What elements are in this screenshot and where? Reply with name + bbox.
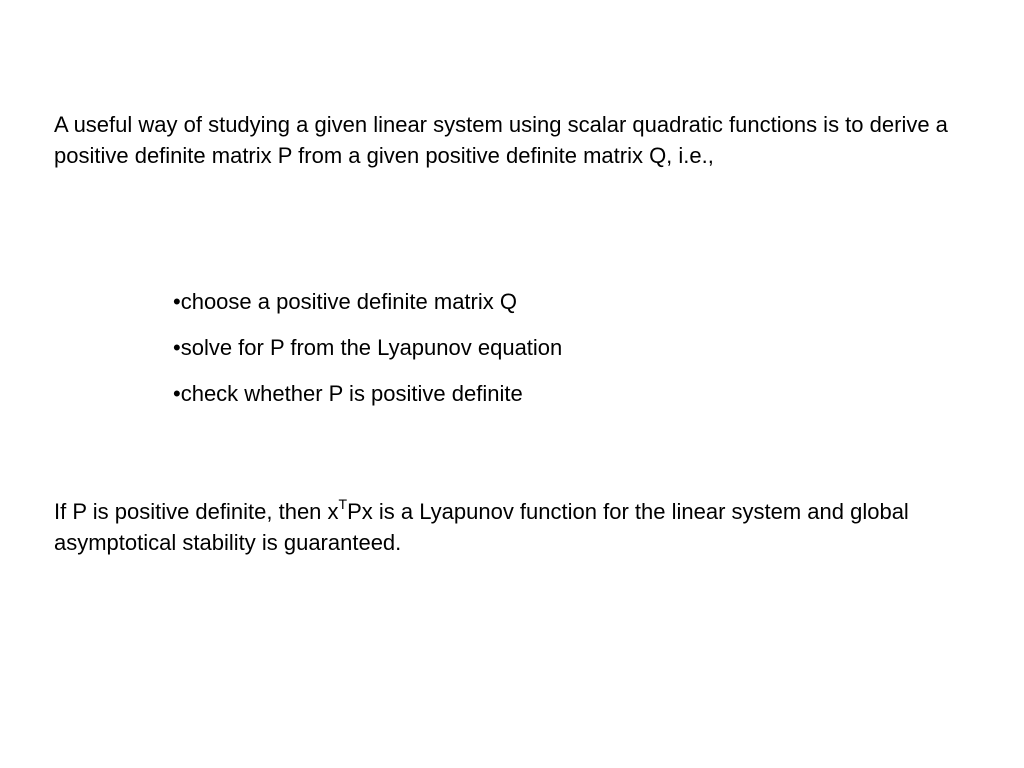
list-item <box>173 332 562 363</box>
conclusion-paragraph <box>54 496 974 558</box>
bullet: • <box>173 335 181 360</box>
conclusion-text-after: Px is a Lyapunov function for the linear system and global asymptotical stability is guaranteed. <box>54 499 909 555</box>
list-item <box>173 378 562 409</box>
list-item <box>173 286 562 317</box>
step-text: choose a positive definite matrix Q <box>180 289 517 314</box>
steps-list <box>173 286 562 424</box>
step-text: check whether P is positive definite <box>180 381 523 406</box>
step-text: solve for P from the Lyapunov equation <box>180 335 563 360</box>
bullet: • <box>173 381 181 406</box>
bullet: • <box>173 289 181 314</box>
intro-paragraph: A useful way of studying a given linear system using scalar quadratic functions is to derive a positive definite matrix P from a given positive definite matrix Q, i.e., <box>54 112 948 168</box>
conclusion-text-before: If P is positive definite, then x <box>54 499 339 524</box>
transpose-superscript: T <box>338 495 348 512</box>
